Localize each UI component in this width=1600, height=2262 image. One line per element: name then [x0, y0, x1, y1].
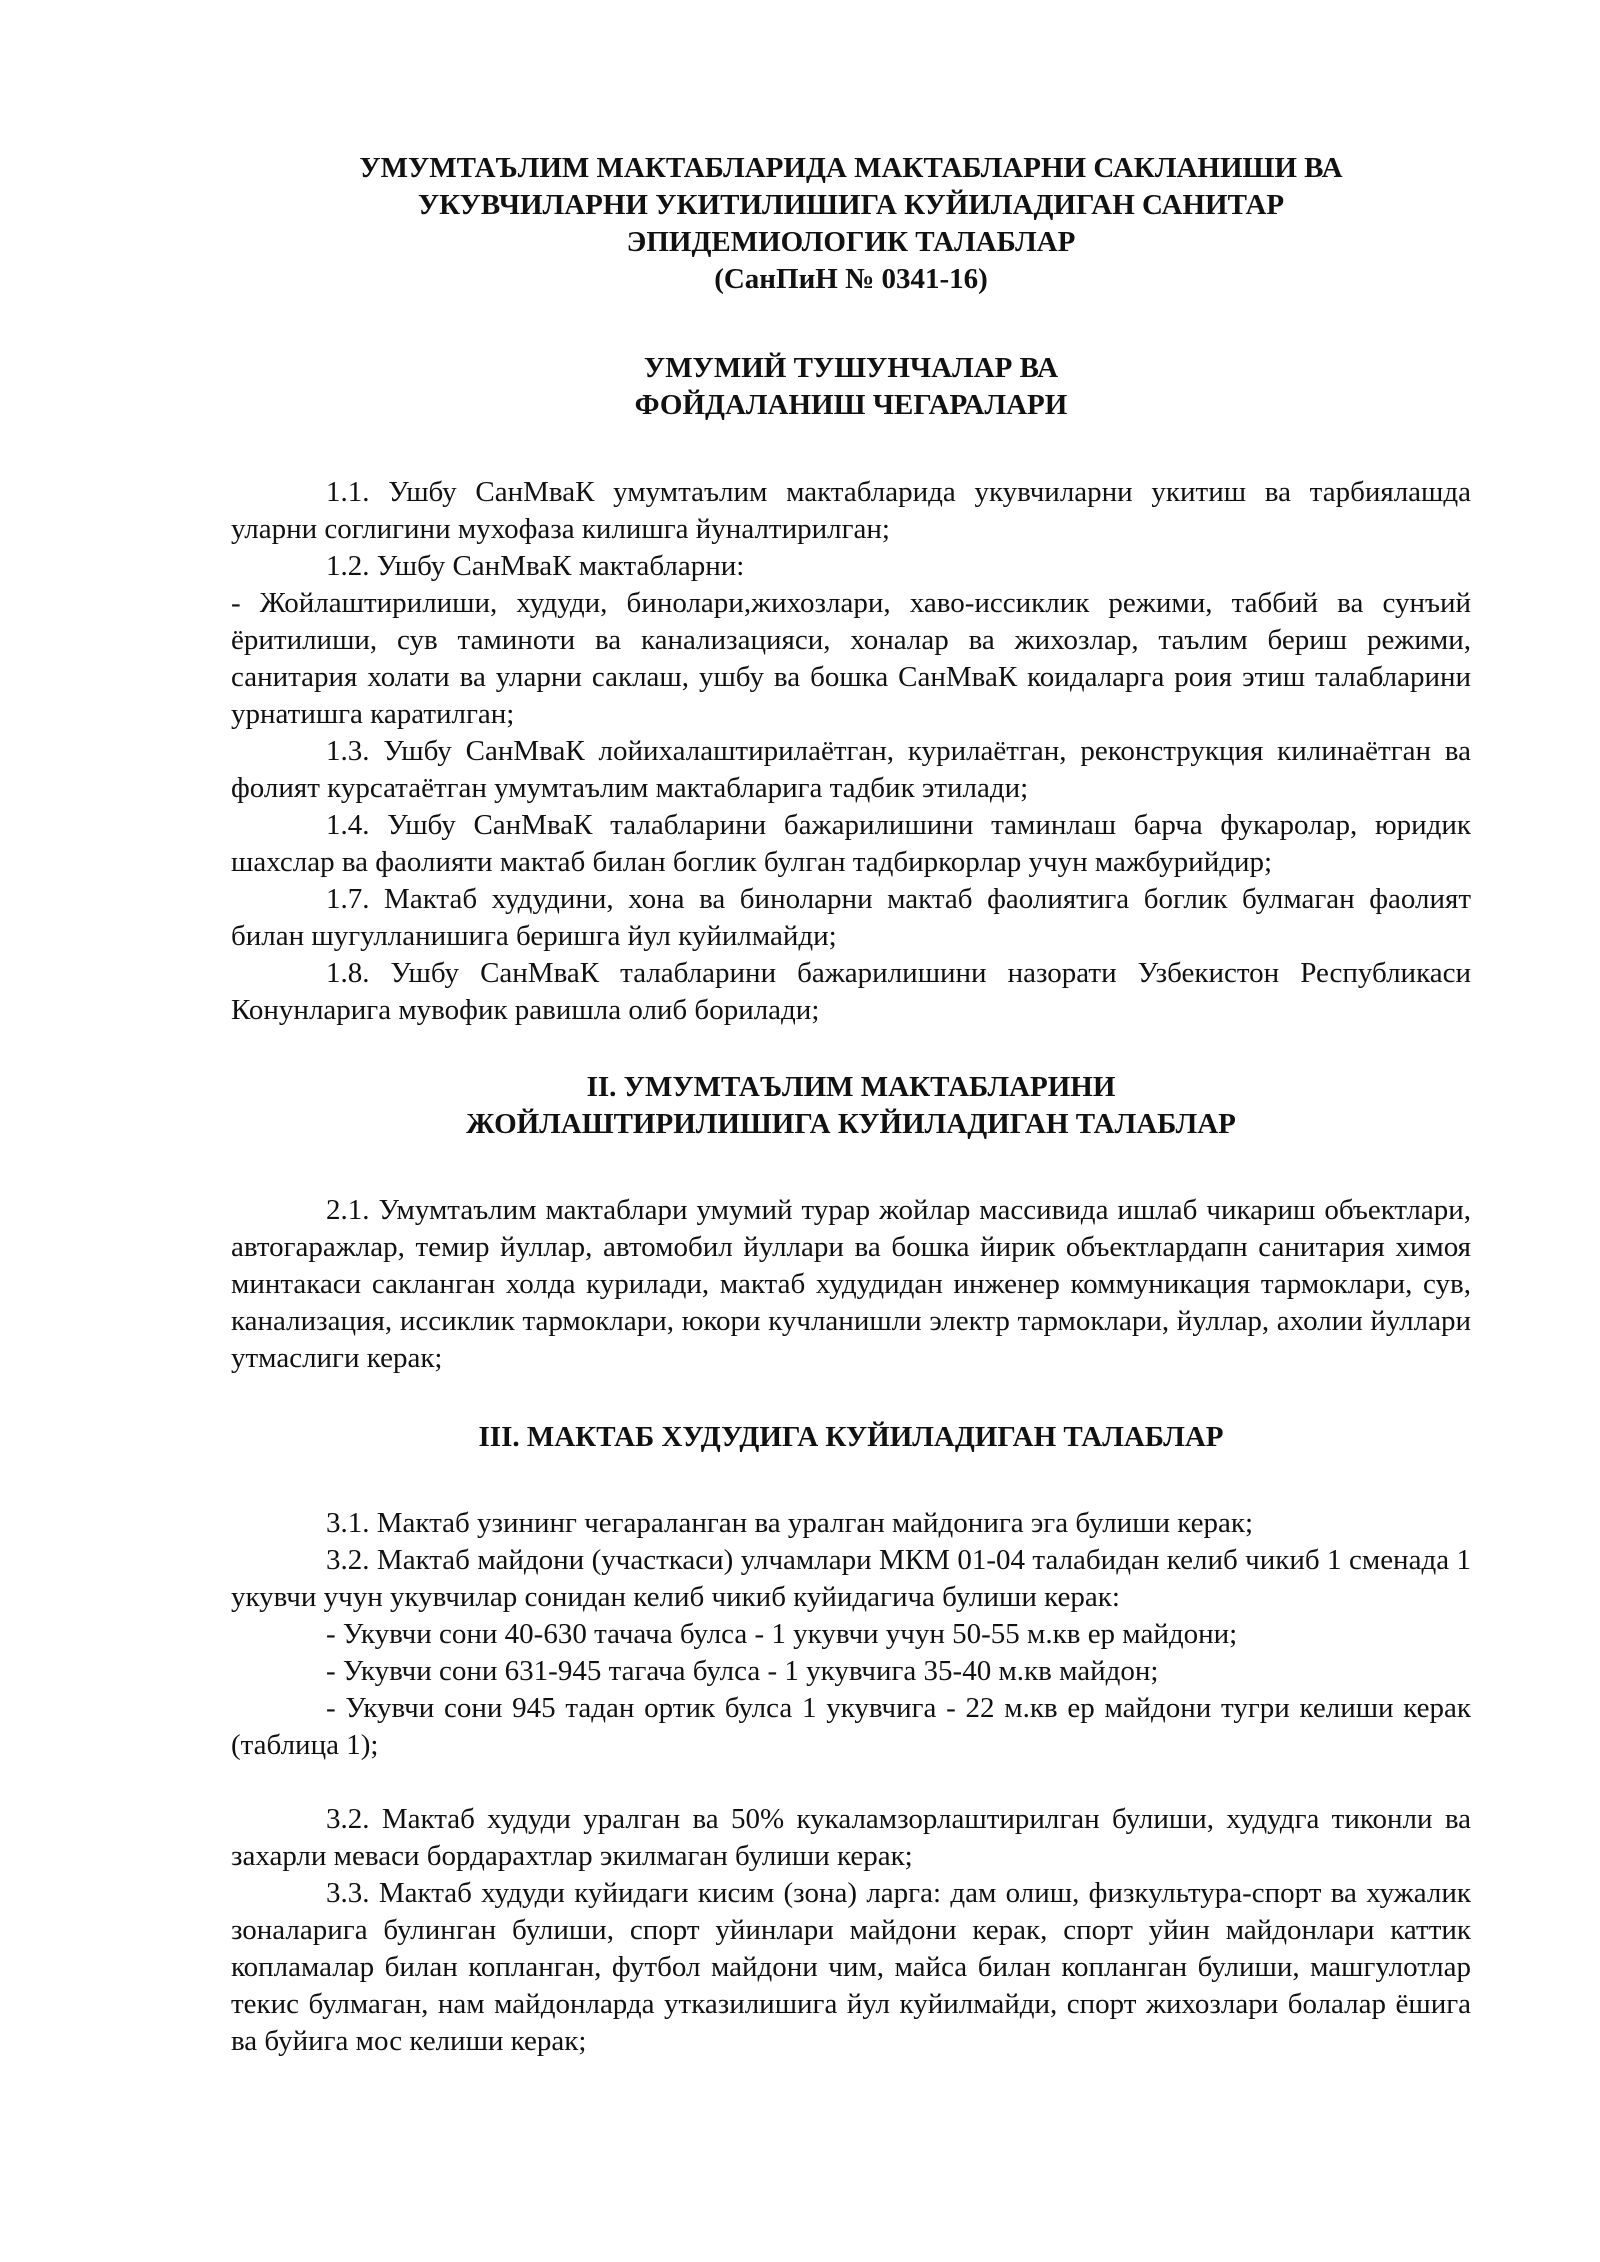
- title-line: УМУМТАЪЛИМ МАКТАБЛАРИДА МАКТАБЛАРНИ САКЛАНИШИ ВА: [359, 152, 1343, 184]
- section-heading-line: ЖОЙЛАШТИРИЛИШИГА КУЙИЛАДИГАН ТАЛАБЛАР: [466, 1108, 1236, 1140]
- section-heading-territory: [231, 1419, 1471, 1456]
- list-item: - Укувчи сони 40-630 тачача булса - 1 укувчи учун 50-55 м.кв ер майдони;: [326, 1618, 1238, 1650]
- title-line: УКУВЧИЛАРНИ УКИТИЛИШИГА КУЙИЛАДИГАН САНИТАР: [417, 189, 1285, 221]
- document-body: [231, 150, 1471, 2060]
- section-heading-line: ФОЙДАЛАНИШ ЧЕГАРАЛАРИ: [634, 389, 1068, 421]
- section-heading-general: [231, 350, 1471, 424]
- paragraph: 3.3. Мактаб худуди куйидаги кисим (зона) ларга: дам олиш, физкультура-спорт ва хужалик зоналарига булинган булиши, спорт уйинлари майдони керак, спорт уйин майдонлари каттик копламалар билан копланган, футбол майдони чим, майса билан копланган булиши, машгулотлар текис булмаган, нам майдонларда утказилишига йул куйилмайди, спорт жихозлари болалар ёшига ва буйига мос келиши керак;: [231, 1877, 1471, 2057]
- paragraph: 1.1. Ушбу СанМваК умумтаълим мактабларида укувчиларни укитиш ва тарбиялашда уларни соглигини мухофаза килишга йуналтирилган;: [231, 476, 1471, 545]
- section-heading-line: III. МАКТАБ ХУДУДИГА КУЙИЛАДИГАН ТАЛАБЛАР: [478, 1421, 1224, 1453]
- list-item: - Жойлаштирилиши, худуди, бинолари,жихозлари, хаво-иссиклик режими, таббий ва сунъий ёритилиши, сув таминоти ва канализацияси, хоналар ва жихозлар, таълим бериш режими, санитария холати ва уларни саклаш, ушбу ва бошка СанМваК коидаларга роия этиш талабларини урнатишга каратилган;: [231, 587, 1471, 730]
- list-item: - Укувчи сони 631-945 тагача булса - 1 укувчига 35-40 м.кв майдон;: [326, 1655, 1159, 1687]
- paragraph: 2.1. Умумтаълим мактаблари умумий турар жойлар массивида ишлаб чикариш объектлари, автогаражлар, темир йуллар, автомобил йуллари ва бошка йирик объектлардапн санитария химоя минтакаси сакланган холда курилади, мактаб худудидан инженер коммуникация тармоклари, сув, канализация, иссиклик тармоклари, юкори кучланишли электр тармоклари, йуллар, ахолии йуллари утмаслиги керак;: [231, 1194, 1471, 1374]
- title-code: (СанПиН № 0341-16): [714, 263, 988, 295]
- paragraph: 1.2. Ушбу СанМваК мактабларни:: [326, 550, 745, 582]
- paragraph: 3.1. Мактаб узининг чегараланган ва уралган майдонига эга булиши керак;: [326, 1507, 1254, 1539]
- paragraph: 1.3. Ушбу СанМваК лойихалаштирилаётган, курилаётган, реконструкция килинаётган ва фолият курсатаётган умумтаълим мактабларига тадбик этилади;: [231, 735, 1471, 804]
- section-heading-placement: [231, 1069, 1471, 1143]
- paragraph: 3.2. Мактаб майдони (участкаси) улчамлари МКМ 01-04 талабидан келиб чикиб 1 сменада 1 укувчи учун укувчилар сонидан келиб чикиб куйидагича булиши керак:: [231, 1544, 1471, 1613]
- paragraph: 1.7. Мактаб худудини, хона ва биноларни мактаб фаолиятига боглик булмаган фаолият билан шугулланишига беришга йул куйилмайди;: [231, 883, 1471, 952]
- section-heading-line: II. УМУМТАЪЛИМ МАКТАБЛАРИНИ: [586, 1071, 1116, 1103]
- document-title: [231, 150, 1471, 298]
- list-item: - Укувчи сони 945 тадан ортик булса 1 укувчига - 22 м.кв ер майдони тугри келиши керак (таблица 1);: [231, 1692, 1471, 1761]
- paragraph: 1.8. Ушбу СанМваК талабларини бажарилишини назорати Узбекистон Республикаси Конунларига мувофик равишла олиб борилади;: [231, 957, 1471, 1026]
- paragraph: 1.4. Ушбу СанМваК талабларини бажарилишини таминлаш барча фукаролар, юридик шахслар ва фаолияти мактаб билан боглик булган тадбиркорлар учун мажбурийдир;: [231, 809, 1471, 878]
- title-line: ЭПИДЕМИОЛОГИК ТАЛАБЛАР: [626, 226, 1076, 258]
- paragraph: 3.2. Мактаб худуди уралган ва 50% кукаламзорлаштирилган булиши, худудга тиконли ва захарли меваси бордарахтлар экилмаган булиши керак;: [231, 1803, 1471, 1872]
- section-heading-line: УМУМИЙ ТУШУНЧАЛАР ВА: [643, 352, 1059, 384]
